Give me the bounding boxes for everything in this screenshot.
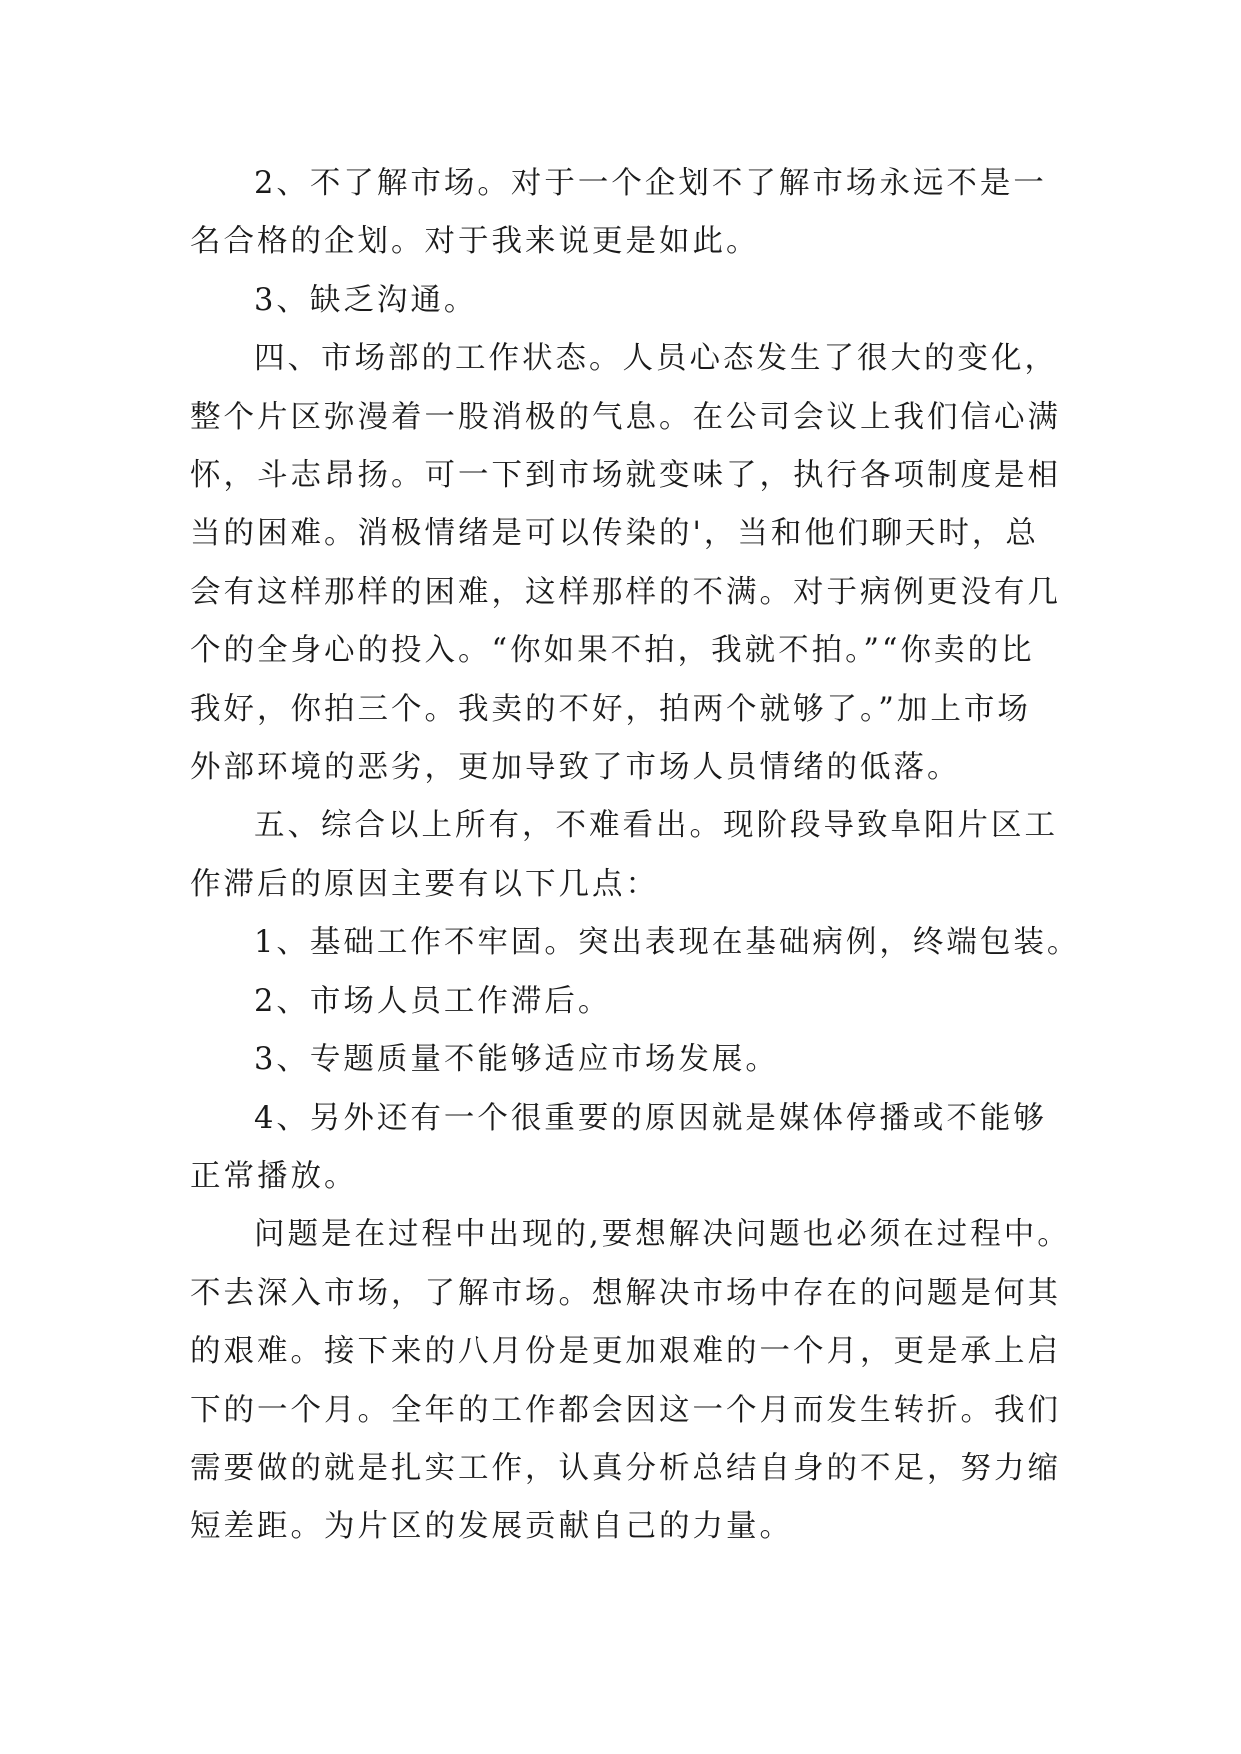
text-line: 2、不了解市场。对于一个企划不了解市场永远不是一 [254,166,1047,201]
text-line: 四、市场部的工作状态。人员心态发生了很大的变化， [254,341,1058,377]
document-body [190,155,1081,1557]
text-line: 2、市场人员工作滞后。 [254,983,612,1019]
paragraph [190,155,1050,272]
text-line: 不去深入市场，了解市场。想解决市场中存在的问题是何其 [190,1275,1061,1311]
text-line: 我好，你拍三个。我卖的不好，拍两个就够了。”加上市场 [190,691,1031,727]
text-line: 正常播放。 [190,1158,358,1194]
text-line: 下的一个月。全年的工作都会因这一个月而发生转折。我们 [190,1392,1061,1428]
text-line: 的艰难。接下来的八月份是更加艰难的一个月，更是承上启 [190,1334,1061,1370]
text-line: 需要做的就是扎实工作，认真分析总结自身的不足，努力缩 [190,1450,1061,1486]
text-line: 作滞后的原因主要有以下几点： [190,866,659,902]
text-line: 名合格的企划。对于我来说更是如此。 [190,224,760,260]
text-line: 短差距。为片区的发展贡献自己的力量。 [190,1509,793,1545]
paragraph [190,1031,1050,1089]
paragraph [190,272,1050,330]
paragraph [190,1090,1050,1207]
text-line: 会有这样那样的困难，这样那样的不满。对于病例更没有几 [190,574,1061,610]
text-line: 问题是在过程中出现的,要想解决问题也必须在过程中。 [254,1217,1071,1253]
paragraph [190,330,1061,797]
text-line: 1、基础工作不牢固。突出表现在基础病例，终端包装。 [254,925,1081,961]
text-line: 3、缺乏沟通。 [254,282,478,318]
text-line: 外部环境的恶劣，更加导致了市场人员情绪的低落。 [190,750,961,786]
text-line: 3、专题质量不能够适应市场发展。 [254,1042,779,1078]
text-line: 个的全身心的投入。“你如果不拍，我就不拍。”“你卖的比 [190,633,1035,669]
text-line: 4、另外还有一个很重要的原因就是媒体停播或不能够 [254,1100,1047,1136]
text-line: 五、综合以上所有，不难看出。现阶段导致阜阳片区工 [254,808,1058,844]
text-line: 整个片区弥漫着一股消极的气息。在公司会议上我们信心满 [190,399,1061,435]
text-line: 当的困难。消极情绪是可以传染的'，当和他们聊天时，总 [190,516,1039,552]
paragraph [190,797,1058,914]
text-line: 怀，斗志昂扬。可一下到市场就变味了，执行各项制度是相 [190,458,1061,494]
paragraph [190,914,1081,972]
paragraph [190,1206,1071,1556]
paragraph [190,973,1050,1031]
